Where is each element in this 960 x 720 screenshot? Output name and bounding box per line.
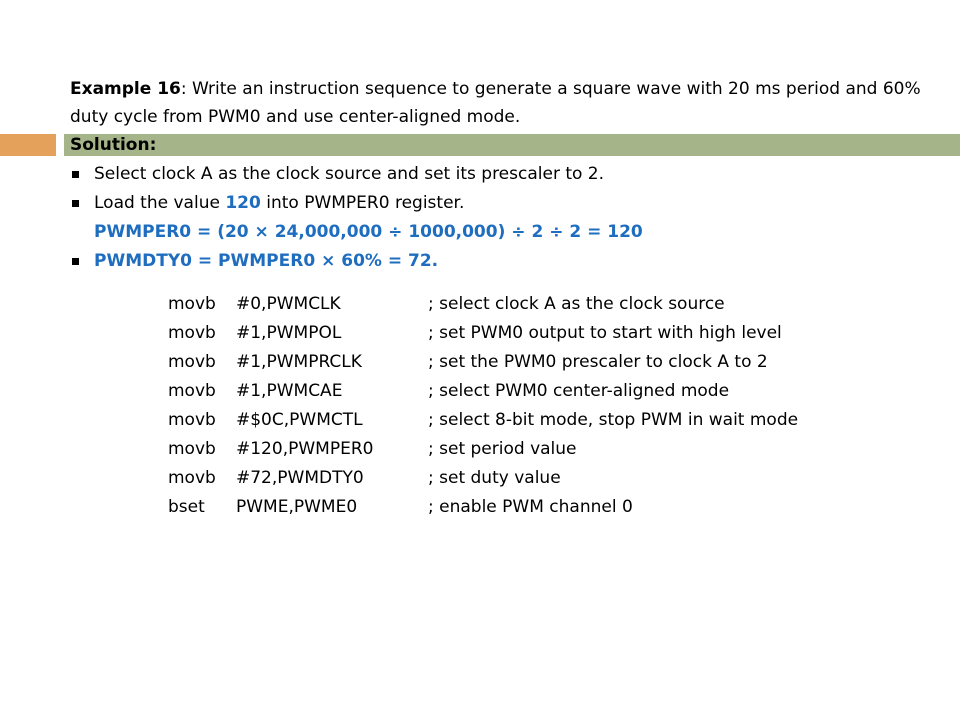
code-comment: ; set period value [428,439,577,459]
operand: #72,PWMDTY0 [236,468,364,488]
operand: #1,PWMCAE [236,381,343,401]
opcode: movb [168,468,216,488]
bullet-item [70,160,940,189]
example-statement [70,75,940,131]
code-comment: ; set PWM0 output to start with high level [428,323,782,343]
code-comment: ; set duty value [428,468,561,488]
code-line [168,348,798,377]
code-block [168,290,798,522]
bullet-text: into PWMPER0 register. [260,193,465,213]
code-comment: ; select PWM0 center-aligned mode [428,381,730,401]
code-line [168,406,798,435]
bullet-text: Load the value [94,193,226,213]
highlight-value: 120 [225,193,261,213]
code-comment: ; set the PWM0 prescaler to clock A to 2 [428,352,768,372]
opcode: movb [168,410,216,430]
code-line [168,377,798,406]
opcode: movb [168,294,216,314]
bullet-text: PWMDTY0 = PWMPER0 × 60% = 72. [94,251,439,271]
square-bullet-icon [72,200,79,207]
operand: PWME,PWME0 [236,497,358,517]
accent-bar [0,134,56,156]
opcode: movb [168,439,216,459]
solution-bar [64,134,960,156]
opcode: movb [168,381,216,401]
code-line [168,290,798,319]
square-bullet-icon [72,171,79,178]
bullet-list [70,160,940,276]
formula-text: PWMPER0 = (20 × 24,000,000 ÷ 1000,000) ÷ 2 ÷ 2 = 120 [94,222,643,242]
code-line [168,464,798,493]
operand: #0,PWMCLK [236,294,341,314]
operand: #1,PWMPRCLK [236,352,362,372]
code-comment: ; select 8-bit mode, stop PWM in wait mode [428,410,799,430]
opcode: bset [168,497,205,517]
formula-line [70,218,940,247]
operand: #$0C,PWMCTL [236,410,363,430]
solution-heading: Solution: [70,135,157,155]
opcode: movb [168,323,216,343]
bullet-text: Select clock A as the clock source and set its prescaler to 2. [94,164,605,184]
code-line [168,319,798,348]
example-text: : Write an instruction sequence to generate a square wave with 20 ms period and 60% duty cycle from PWM0 and use center-aligned mode. [70,79,921,127]
code-line [168,435,798,464]
square-bullet-icon [72,258,79,265]
example-label: Example 16 [70,79,181,99]
code-comment: ; select clock A as the clock source [428,294,725,314]
code-comment: ; enable PWM channel 0 [428,497,633,517]
operand: #120,PWMPER0 [236,439,374,459]
code-line [168,493,798,522]
bullet-item [70,189,940,218]
operand: #1,PWMPOL [236,323,342,343]
bullet-item [70,247,940,276]
opcode: movb [168,352,216,372]
